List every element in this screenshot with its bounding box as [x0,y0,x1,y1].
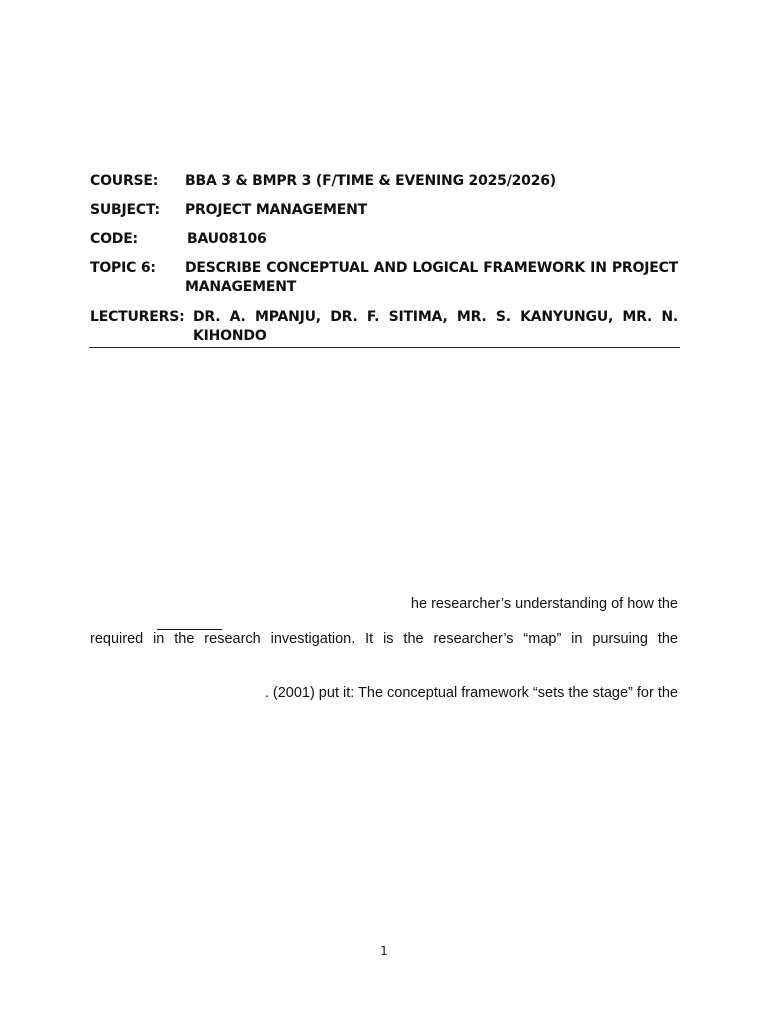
course-value: BBA 3 & BMPR 3 (F/TIME & EVENING 2025/2026) [185,173,556,189]
subject-label: SUBJECT: [90,202,160,218]
document-header [90,172,678,346]
topic-row [90,259,678,297]
code-value: BAU08106 [187,231,267,247]
subject-value: PROJECT MANAGEMENT [185,202,367,218]
lecturers-value: DR. A. MPANJU, DR. F. SITIMA, MR. S. KANYUNGU, MR. N. KIHONDO [193,309,678,344]
topic-label: TOPIC 6: [90,260,156,276]
course-label: COURSE: [90,173,159,189]
code-label: CODE: [90,231,138,247]
lecturers-label: LECTURERS: [90,309,185,325]
course-row [90,172,678,191]
body-text-line-1: he researcher’s understanding of how the [410,596,678,612]
header-divider [89,347,680,348]
page-number: 1 [380,944,388,958]
lecturers-row [90,308,678,346]
body-text-line-3: . (2001) put it: The conceptual framework “sets the stage” for the [264,685,678,701]
topic-value: DESCRIBE CONCEPTUAL AND LOGICAL FRAMEWORK IN PROJECT MANAGEMENT [185,260,678,295]
body-text-line-2: required in the research investigation. It is the researcher’s “map” in pursuing the [90,631,678,647]
subject-row [90,201,678,220]
code-row [90,230,678,249]
